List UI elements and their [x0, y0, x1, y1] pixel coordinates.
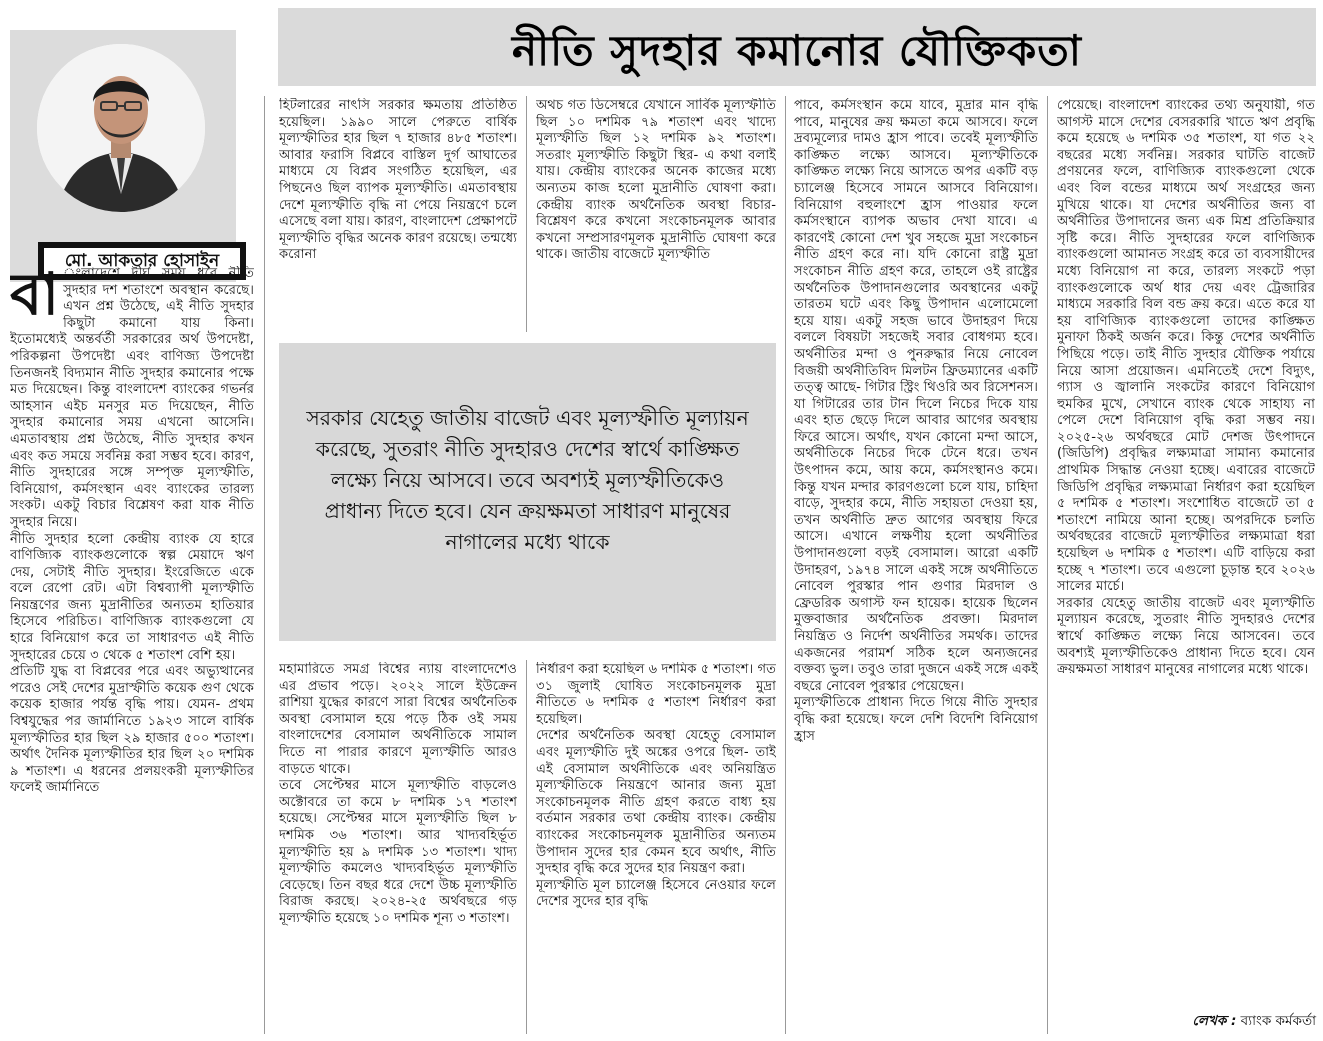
- paragraph-monetary-target: নির্ধারণ করা হয়েছিল ৬ দশমিক ৫ শতাংশ। গত ৩১ জুলাই ঘোষিত সংকোচনমূলক মুদ্রা নীতিতে ৬ দশমিক ৫ শতাংশ নির্ধারণ করা হয়েছিল।: [536, 662, 776, 727]
- byline-role: ব্যাংক কর্মকর্তা: [1240, 1013, 1316, 1029]
- drop-cap: বা: [10, 266, 60, 328]
- column-3-top: [536, 98, 776, 330]
- column-5: [1057, 98, 1315, 1006]
- paragraph-history-inflation: হিটলারের নাৎসি সরকার ক্ষমতায় প্রতিষ্ঠিত হয়েছিল। ১৯৯০ সালে পেরুতে বার্ষিক মূল্যস্ফীতির হার ছিল ৭ হাজার ৪৮৫ শতাংশ। আবার ফরাসি বিপ্লবে বাস্তিল দুর্গ আঘাতের মাধ্যমে যে বিপ্লব সংগঠিত হয়েছিল, এর পিছনেও ছিল ব্যাপক মূল্যস্ফীতি। এমতাবস্থায় দেশে মূল্যস্ফীতি বৃদ্ধি না পেয়ে নিয়ন্ত্রণে চলে এসেছে বলা যায়। কারণ, বাংলাদেশ প্রেক্ষাপটে মূল্যস্ফীতি বৃদ্ধির অনেক কারণ রয়েছে। তন্মধ্যে করোনা: [279, 98, 517, 263]
- paragraph-credit-growth: পেয়েছে। বাংলাদেশ ব্যাংকের তথ্য অনুযায়ী, গত আগস্ট মাসে দেশের বেসরকারি খাতে ঋণ প্রবৃদ্ধি কমে হয়েছে ৬ দশমিক ৩৫ শতাংশ, যা গত ২২ বছরের মধ্যে সর্বনিম্ন। সরকার ঘাটতি বাজেট প্রণয়নের ফলে, বাণিজ্যিক ব্যাংকগুলো থেকে এবং বিল বন্ডের মাধ্যমে অর্থ সংগ্রহের জন্য মুখিয়ে থাকে। যা দেশের অর্থনীতির জন্য বা অর্থনীতির উপাদানের জন্য এক মিশ্র প্রতিক্রিয়ার সৃষ্টি করে। নীতি সুদহারের ফলে বাণিজ্যিক ব্যাংকগুলো আমানত সংগ্রহ করে তা ব্যবসায়ীদের মধ্যে বিনিয়োগ না করে, তারল্য সংকটে পড়া ব্যাংকগুলোকে অর্থ ধার দেয় এবং ট্রেজারির মাধ্যমে সরকারি বিল বন্ড ক্রয় করে। এতে করে যা হয় বাণিজ্যিক ব্যাংকগুলো তাদের কাঙ্ক্ষিত মুনাফা ঠিকই অর্জন করে। কিন্তু দেশের অর্থনীতি পিছিয়ে পড়ে। তাই নীতি সুদহার যৌক্তিক পর্যায়ে নিয়ে আসা প্রয়োজন। এমনিতেই দেশে বিদ্যুৎ, গ্যাস ও জ্বালানি সংকটের কারণে বিনিয়োগ হুমকির মুখে, সেখানে ব্যাংক থেকে সাহায্য না পেলে দেশে বিনিয়োগ বৃদ্ধি করা সম্ভব নয়। ২০২৫-২৬ অর্থবছরে মোট দেশজ উৎপাদনে (জিডিপি) প্রবৃদ্ধির লক্ষ্যমাত্রা সামান্য কমানোর প্রাথমিক সিদ্ধান্ত নেওয়া হচ্ছে। এবারের বাজেটে জিডিপি প্রবৃদ্ধির লক্ষ্যমাত্রা নির্ধারণ করা হয়েছিল ৫ দশমিক ৫ শতাংশ। সংশোধিত বাজেটে তা ৫ শতাংশে নামিয়ে আনা হচ্ছে। অপরদিকে চলতি অর্থবছরের বাজেটে মূল্যস্ফীতির লক্ষ্যমাত্রা ধরা হয়েছিল ৬ দশমিক ৫ শতাংশ। এটি বাড়িয়ে করা হচ্ছে ৭ শতাংশ। তবে এগুলো চূড়ান্ত হবে ২০২৬ সালের মার্চে।: [1057, 98, 1315, 595]
- pull-quote-text: সরকার যেহেতু জাতীয় বাজেট এবং মূল্যস্ফীতি মূল্যায়ন করেছে, সুতরাং নীতি সুদহারও দেশের স্বার্থে কাঙ্ক্ষিত লক্ষ্যে নিয়ে আসবে। তবে অবশ্যই মূল্যস্ফীতিকেও প্রাধান্য দিতে হবে। যেন ক্রয়ক্ষমতা সাধারণ মানুষের নাগালের মধ্যে থাকে: [306, 406, 749, 554]
- paragraph-investment-decline: মূল্যস্ফীতিকে প্রাধান্য দিতে গিয়ে নীতি সুদহার বৃদ্ধি করা হয়েছে। ফলে দেশি বিদেশি বিনিয়োগ হ্রাস: [794, 695, 1038, 744]
- paragraph-contraction-policy: দেশের অর্থনৈতিক অবস্থা যেহেতু বেসামাল এবং মূল্যস্ফীতি দুই অঙ্কের ওপরে ছিল- তাই এই বেসামাল অর্থনীতিকে এবং অনিয়ন্ত্রিত মূল্যস্ফীতিকে নিয়ন্ত্রণে আনার জন্য মুদ্রা সংকোচনমূলক নীতি গ্রহণ করতে বাধ্য হয় বর্তমান সরকার তথা কেন্দ্রীয় ব্যাংক। কেন্দ্রীয় ব্যাংকের সংকোচনমূলক মুদ্রানীতির অন্যতম উপাদান সুদের হার কেমন হবে অর্থাৎ, নীতি সুদহার বৃদ্ধি করে সুদের হার নিয়ন্ত্রণ করা।: [536, 728, 776, 877]
- paragraph-intro-text: ংলাদেশে দীর্ঘ সময় ধরে নীতি সুদহার দশ শতাংশে অবস্থান করেছে। এখন প্রশ্ন উঠেছে, এই নীতি সুদহার কিছুটা কমানো যায় কিনা। ইতোমধ্যেই অন্তর্বর্তী সরকারের অর্থ উপদেষ্টা, পরিকল্পনা উপদেষ্টা এবং বাণিজ্য উপদেষ্টা তিনজনই বিদ্যমান নীতি সুদহার কমানোর পক্ষে মত দিয়েছেন। কিন্তু বাংলাদেশ ব্যাংকের গভর্নর আহসান এইচ মনসুর মত দিয়েছেন, নীতি সুদহার কমানোর সময় এখনো আসেনি। এমতাবস্থায় প্রশ্ন উঠেছে, নীতি সুদহার কখন এবং কত সময়ে সর্বনিম্ন করা সম্ভব হবে। কারণ, নীতি সুদহারের সঙ্গে সম্পৃক্ত মূল্যস্ফীতি, বিনিয়োগ, কর্মসংস্থান এবং ব্যাংকের তারল্য সংকট। একটু বিচার বিশ্লেষণ করা যাক নীতি সুদহার নিয়ে।: [10, 266, 254, 530]
- column-2-top: [279, 98, 517, 330]
- column-1: [10, 266, 254, 1034]
- column-divider: [1047, 96, 1048, 1034]
- paragraph-pandemic: মহামারিতে সমগ্র বিশ্বের ন্যায় বাংলাদেশেও এর প্রভাব পড়ে। ২০২২ সালে ইউক্রেন রাশিয়া যুদ্ধের কারণে সারা বিশ্বের অর্থনৈতিক অবস্থা বেসামাল হয়ে পড়ে ঠিক ওই সময় বাংলাদেশের বেসামাল অর্থনীতিকে সামাল দিতে না পারার কারণে মূল্যস্ফীতি আরও বাড়তে থাকে।: [279, 662, 517, 777]
- column-divider: [526, 660, 527, 1034]
- paragraph-september-inflation: তবে সেপ্টেম্বর মাসে মূল্যস্ফীতি বাড়লেও অক্টোবরে তা কমে ৮ দশমিক ১৭ শতাংশ হয়েছে। সেপ্টেম্বর মাসে মূল্যস্ফীতি ছিল ৮ দশমিক ৩৬ শতাংশ। আর খাদ্যবহির্ভূত মূল্যস্ফীতি হয় ৯ দশমিক ১৩ শতাংশ। খাদ্য মূল্যস্ফীতি কমলেও খাদ্যবহির্ভূত মূল্যস্ফীতি বেড়েছে। তিন বছর ধরে দেশে উচ্চ মূল্যস্ফীতি বিরাজ করছে। ২০২৪-২৫ অর্থবছরে গড় মূল্যস্ফীতি হয়েছে ১০ দশমিক শূন্য ৩ শতাংশ।: [279, 778, 517, 926]
- paragraph-investment-challenge: পাবে, কর্মসংস্থান কমে যাবে, মুদ্রার মান বৃদ্ধি পাবে, মানুষের ক্রয় ক্ষমতা কমে আসবে। ফলে দ্রব্যমূল্যের দামও হ্রাস পাবে। তবেই মূল্যস্ফীতি কাঙ্ক্ষিত লক্ষ্যে আসবে। মূল্যস্ফীতিকে কাঙ্ক্ষিত লক্ষ্যে নিয়ে আসতে অপর একটি বড় চ্যালেঞ্জ হিসেবে সামনে আসবে বিনিয়োগ। বিনিয়োগ বহুলাংশে হ্রাস পাওয়ার ফলে কর্মসংস্থানে ব্যাপক অভাব দেখা যাবে। এ কারণেই কোনো দেশ খুব সহজে মুদ্রা সংকোচন নীতি গ্রহণ করে না। যদি কোনো রাষ্ট্র মুদ্রা সংকোচন নীতি গ্রহণ করে, তাহলে ওই রাষ্ট্রের অর্থনৈতিক উপাদানগুলোর অবস্থানের একটু তারতম ঘটে এবং কিছু উপাদান এলোমেলো হয়ে যায়। একটু সহজ ভাবে উদাহরণ দিয়ে বললে বিষয়টা সহজেই সবার বোধগম্য হবে। অর্থনীতির মন্দা ও পুনরুদ্ধার নিয়ে নোবেল বিজয়ী অর্থনীতিবিদ মিলটন ফ্রিডম্যানের একটি তত্ত্ব আছে- গিটার স্ট্রিং থিওরি অব রিসেশনস। যা গিটারের তার টান দিলে নিচের দিকে যায় এবং হাত ছেড়ে দিলে আবার আগের অবস্থায় ফিরে আসে। অর্থাৎ, যখন কোনো মন্দা আসে, অর্থনীতিকে নিচের দিকে টেনে ধরে। তখন উৎপাদন কমে, আয় কমে, কর্মসংস্থানও কমে। কিন্তু যখন মন্দার কারণগুলো চলে যায়, চাহিদা বাড়ে, সুদহার কমে, নীতি সহায়তা দেওয়া হয়, তখন অর্থনীতি দ্রুত আগের অবস্থায় ফিরে আসে। এখানে লক্ষণীয় হলো অর্থনীতির উপাদানগুলো বড়ই বেসামাল। আরো একটি উদাহরণ, ১৯৭৪ সালে একই সঙ্গে অর্থনীতিতে নোবেল পুরস্কার পান গুণার মিরদাল ও ফ্রেডরিক অগাস্ট ফন হায়েক। হায়েক ছিলেন মুক্তবাজার অর্থনৈতিক প্রবক্তা। মিরদাল নিয়ন্ত্রিত ও নির্দেশ অর্থনীতির সমর্থক। তাদের একজনের পরামর্শ সঠিক হলে অন্যজনের বক্তব্য ভুল। তবুও তারা দুজনে একই সঙ্গে একই বছরে নোবেল পুরস্কার পেয়েছেন।: [794, 98, 1038, 694]
- byline-label: লেখক :: [1192, 1013, 1237, 1029]
- column-divider: [785, 96, 786, 1034]
- author-portrait-image: [37, 44, 205, 212]
- paragraph-war-inflation: প্রতিটি যুদ্ধ বা বিপ্লবের পরে এবং অভ্যুত্থানের পরেও সেই দেশের মুদ্রাস্ফীতি কয়েক গুণ থেকে কয়েক হাজার পর্যন্ত বৃদ্ধি পায়। যেমন- প্রথম বিশ্বযুদ্ধের পর জার্মানিতে ১৯২৩ সালে বার্ষিক মূল্যস্ফীতির হার ছিল ২৯ হাজার ৫০০ শতাংশ। অর্থাৎ দৈনিক মূল্যস্ফীতির হার ছিল ২০ দশমিক ৯ শতাংশ। এ ধরনের প্রলয়ংকরী মূল্যস্ফীতির ফলেই জার্মানিতে: [10, 664, 254, 796]
- author-name: মো. আকতার হোসাইন: [44, 248, 240, 274]
- paragraph-intro: [10, 266, 254, 532]
- column-2-bottom: [279, 662, 517, 1034]
- byline: [1048, 1010, 1316, 1033]
- paragraph-december-inflation: অথচ গত ডিসেম্বরে যেখানে সার্বিক মূল্যস্ফীতি ছিল ১০ দশমিক ৭৯ শতাংশ এবং খাদ্যে মূল্যস্ফীতি ছিল ১২ দশমিক ৯২ শতাংশ। সতরাং মূল্যস্ফীতি কিছুটা স্থির- এ কথা বলাই যায়। কেন্দ্রীয় ব্যাংকের অনেক কাজের মধ্যে অন্যতম কাজ হলো মুদ্রানীতি ঘোষণা করা। কেন্দ্রীয় ব্যাংক অর্থনৈতিক অবস্থা বিচার-বিশ্লেষণ করে কখনো সংকোচনমূলক আবার কখনো সম্প্রসারণমূলক মুদ্রানীতি ঘোষণা করে থাকে। জাতীয় বাজেটে মূল্যস্ফীতি: [536, 98, 776, 263]
- column-divider: [264, 96, 265, 1034]
- author-photo-panel: [10, 30, 236, 282]
- column-3-bottom: [536, 662, 776, 1034]
- pull-quote-box: [279, 343, 776, 641]
- column-divider: [526, 96, 527, 332]
- column-4: [794, 98, 1038, 1034]
- author-photo: [37, 44, 205, 212]
- article-headline: নীতি সুদহার কমানোর যৌক্তিকতা: [512, 26, 1082, 75]
- paragraph-conclusion: সরকার যেহেতু জাতীয় বাজেট এবং মূল্যস্ফীতি মূল্যায়ন করেছে, সুতরাং নীতি সুদহারও দেশের স্বার্থে কাঙ্ক্ষিত লক্ষ্যে নিয়ে আসবেন। তবে অবশ্যই মূল্যস্ফীতিকেও প্রাধান্য দিতে হবে। যেন ক্রয়ক্ষমতা সাধারণ মানুষের নাগালের মধ্যে থাকে।: [1057, 595, 1315, 678]
- paragraph-policy-rate: নীতি সুদহার হলো কেন্দ্রীয় ব্যাংক যে হারে বাণিজ্যিক ব্যাংকগুলোকে স্বল্প মেয়াদে ঋণ দেয়, সেটাই নীতি সুদহার। ইংরেজিতে একে বলে রেপো রেট। এটা বিশ্বব্যাপী মূল্যস্ফীতি নিয়ন্ত্রণের জন্য মুদ্রানীতির অন্যতম হাতিয়ার হিসেবে পরিচিত। বাণিজ্যিক ব্যাংকগুলো যে হারে বিনিয়োগ করে তা সাধারণত এই নীতি সুদহারের চেয়ে ৩ থেকে ৫ শতাংশ বেশি হয়।: [10, 531, 254, 663]
- headline-banner: [278, 8, 1316, 86]
- paragraph-main-challenge: মূল্যস্ফীতি মূল চ্যালেঞ্জ হিসেবে নেওয়ার ফলে দেশের সুদের হার বৃদ্ধি: [536, 877, 776, 910]
